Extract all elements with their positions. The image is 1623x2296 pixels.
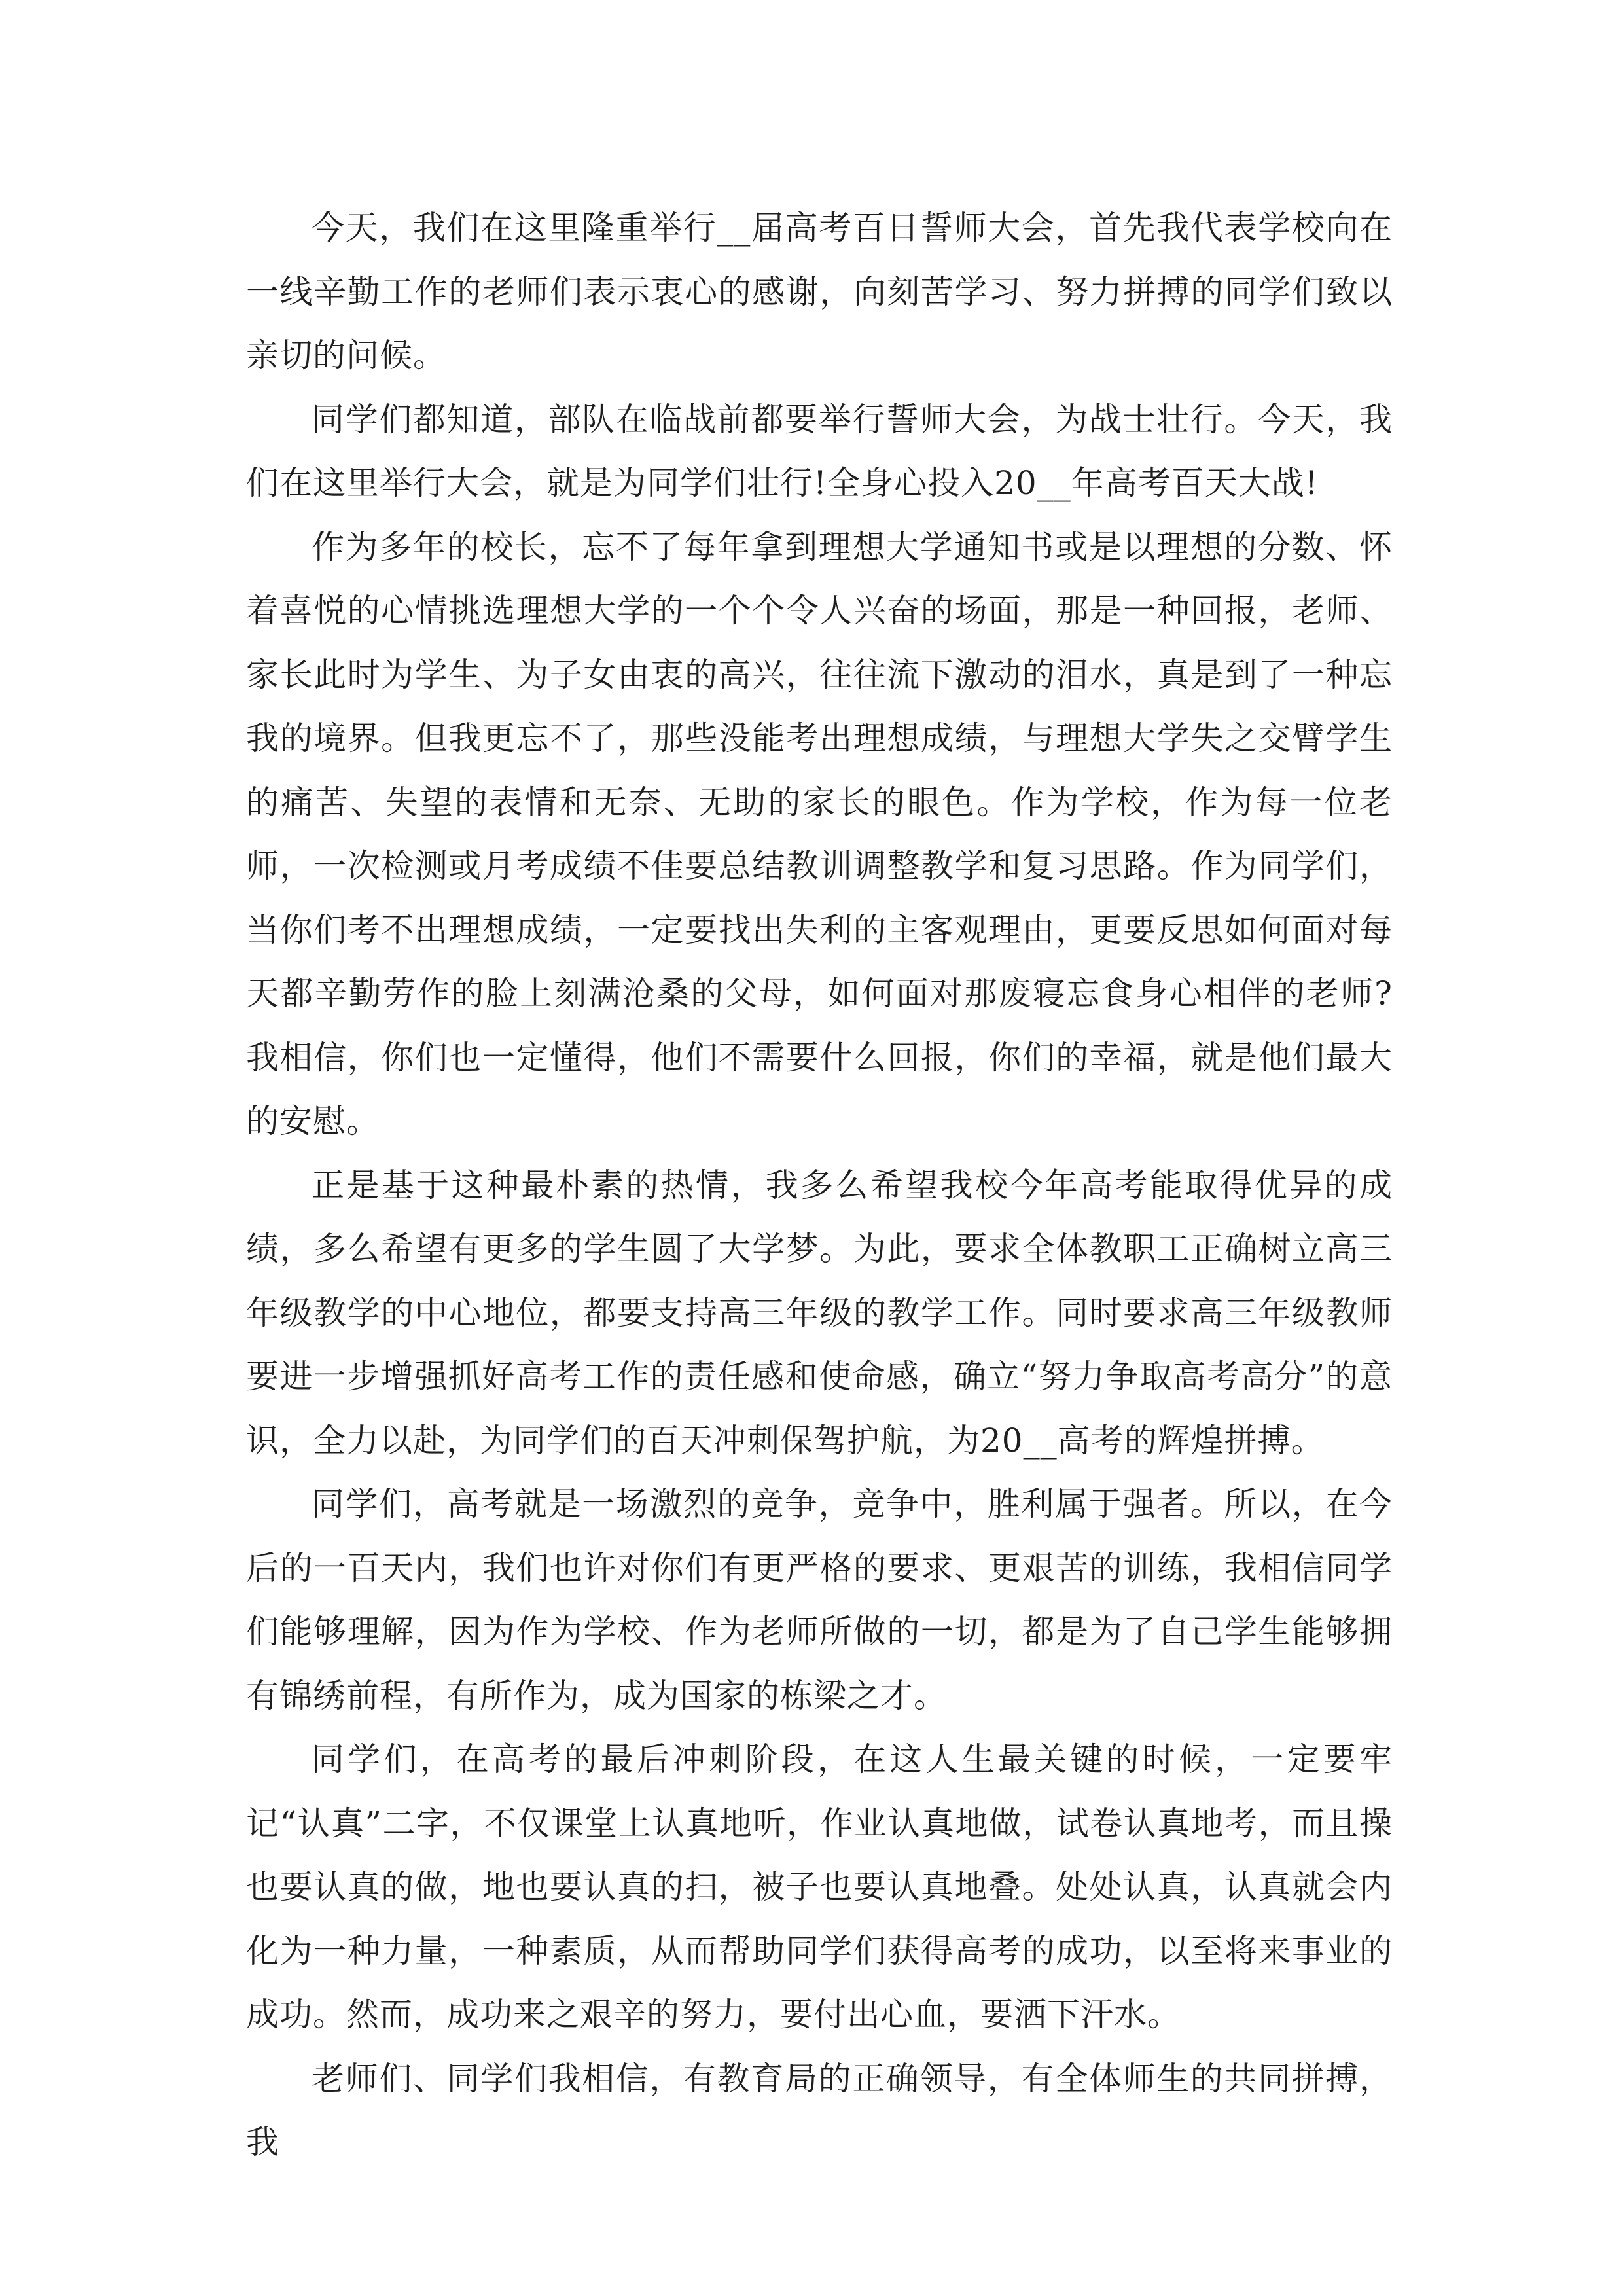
- paragraph-2: 同学们都知道，部队在临战前都要举行誓师大会，为战士壮行。今天，我们在这里举行大会，就是为同学们壮行!全身心投入20__年高考百天大战!: [246, 400, 1393, 502]
- paragraph-5: 同学们，高考就是一场激烈的竞争，竞争中，胜利属于强者。所以，在今后的一百天内，我们也许对你们有更严格的要求、更艰苦的训练，我相信同学们能够理解，因为作为学校、作为老师所做的一切，都是为了自己学生能够拥有锦绣前程，有所作为，成为国家的栋梁之才。: [246, 1485, 1393, 1715]
- paragraph-3: 作为多年的校长，忘不了每年拿到理想大学通知书或是以理想的分数、怀着喜悦的心情挑选理想大学的一个个令人兴奋的场面，那是一种回报，老师、家长此时为学生、为子女由衷的高兴，往往流下激动的泪水，真是到了一种忘我的境界。但我更忘不了，那些没能考出理想成绩，与理想大学失之交臂学生的痛苦、失望的表情和无奈、无助的家长的眼色。作为学校，作为每一位老师，一次检测或月考成绩不佳要总结教训调整教学和复习思路。作为同学们，当你们考不出理想成绩，一定要找出失利的主客观理由，更要反思如何面对每天都辛勤劳作的脸上刻满沧桑的父母，如何面对那废寝忘食身心相伴的老师?我相信，你们也一定懂得，他们不需要什么回报，你们的幸福，就是他们最大的安慰。: [246, 528, 1393, 1140]
- paragraph-6: 同学们，在高考的最后冲刺阶段，在这人生最关键的时候，一定要牢记“认真”二字，不仅课堂上认真地听，作业认真地做，试卷认真地考，而且操也要认真的做，地也要认真的扫，被子也要认真地叠。处处认真，认真就会内化为一种力量，一种素质，从而帮助同学们获得高考的成功，以至将来事业的成功。然而，成功来之艰辛的努力，要付出心血，要洒下汗水。: [246, 1740, 1393, 2034]
- paragraph-7: 老师们、同学们我相信，有教育局的正确领导，有全体师生的共同拼搏，我: [246, 2059, 1393, 2161]
- paragraph-1: 今天，我们在这里隆重举行__届高考百日誓师大会，首先我代表学校向在一线辛勤工作的老师们表示衷心的感谢，向刻苦学习、努力拼搏的同学们致以亲切的问候。: [246, 209, 1393, 374]
- speech-body: [246, 196, 1393, 2175]
- paragraph-4: 正是基于这种最朴素的热情，我多么希望我校今年高考能取得优异的成绩，多么希望有更多的学生圆了大学梦。为此，要求全体教职工正确树立高三年级教学的中心地位，都要支持高三年级的教学工作。同时要求高三年级教师要进一步增强抓好高考工作的责任感和使命感，确立“努力争取高考高分”的意识，全力以赴，为同学们的百天冲刺保驾护航，为20__高考的辉煌拼搏。: [246, 1166, 1393, 1460]
